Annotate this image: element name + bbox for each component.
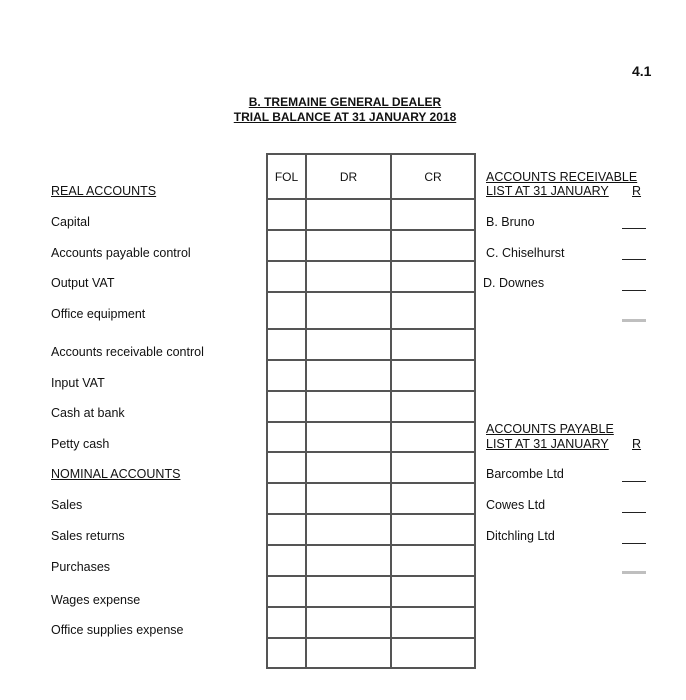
grid-line (266, 421, 476, 423)
column-header-fol: FOL (274, 170, 299, 184)
grid-line (266, 451, 476, 453)
grid-line (266, 229, 476, 231)
payables-currency: R (632, 437, 642, 451)
grid-line (266, 291, 476, 293)
row-label-accounts-receivable-control: Accounts receivable control (51, 345, 204, 359)
grid-line (266, 637, 476, 639)
business-name: B. TREMAINE GENERAL DEALER (248, 95, 442, 109)
payable-name: Ditchling Ltd (486, 529, 555, 543)
receivables-subheading: LIST AT 31 JANUARY (486, 184, 609, 198)
grid-line (266, 260, 476, 262)
payables-subheading: LIST AT 31 JANUARY (486, 437, 609, 451)
grid-line (266, 575, 476, 577)
grid-line (266, 544, 476, 546)
grid-line (266, 328, 476, 330)
grid-line (266, 667, 476, 669)
grid-line (266, 513, 476, 515)
grid-line (266, 390, 476, 392)
trial-balance-title: TRIAL BALANCE AT 31 JANUARY 2018 (233, 110, 457, 124)
grid-line (266, 153, 476, 155)
receivable-amount-line (622, 290, 646, 291)
row-label-sales-returns: Sales returns (51, 529, 125, 543)
row-label-capital: Capital (51, 215, 90, 229)
receivables-currency: R (632, 184, 642, 198)
row-label-wages-expense: Wages expense (51, 593, 141, 607)
receivable-amount-line (622, 228, 646, 229)
payable-total-line (622, 571, 646, 574)
receivable-name: B. Bruno (486, 215, 535, 229)
payable-amount-line (622, 512, 646, 513)
real-accounts-heading: REAL ACCOUNTS (51, 184, 157, 198)
receivable-name: C. Chiselhurst (486, 246, 565, 260)
row-label-office-supplies-expense: Office supplies expense (51, 623, 184, 637)
grid-line (266, 359, 476, 361)
row-label-sales: Sales (51, 498, 83, 512)
page-number: 4.1 (632, 63, 652, 79)
payable-name: Barcombe Ltd (486, 467, 564, 481)
payables-heading: ACCOUNTS PAYABLE (486, 422, 614, 436)
payable-name: Cowes Ltd (486, 498, 546, 512)
column-header-cr: CR (424, 170, 442, 184)
row-label-output-vat: Output VAT (51, 276, 115, 290)
grid-line (266, 606, 476, 608)
grid-line (266, 198, 476, 200)
receivables-heading: ACCOUNTS RECEIVABLE (486, 170, 638, 184)
receivable-name: D. Downes (483, 276, 545, 290)
receivable-amount-line (622, 259, 646, 260)
row-label-office-equipment: Office equipment (51, 307, 146, 321)
row-label-purchases: Purchases (51, 560, 111, 574)
row-label-accounts-payable-control: Accounts payable control (51, 246, 191, 260)
trial-balance-grid (266, 153, 476, 669)
nominal-accounts-heading: NOMINAL ACCOUNTS (51, 467, 181, 481)
column-header-dr: DR (339, 170, 358, 184)
row-label-input-vat: Input VAT (51, 376, 105, 390)
row-label-cash-at-bank: Cash at bank (51, 406, 125, 420)
payable-amount-line (622, 481, 646, 482)
grid-line (266, 482, 476, 484)
payable-amount-line (622, 543, 646, 544)
receivable-total-line (622, 319, 646, 322)
row-label-petty-cash: Petty cash (51, 437, 110, 451)
